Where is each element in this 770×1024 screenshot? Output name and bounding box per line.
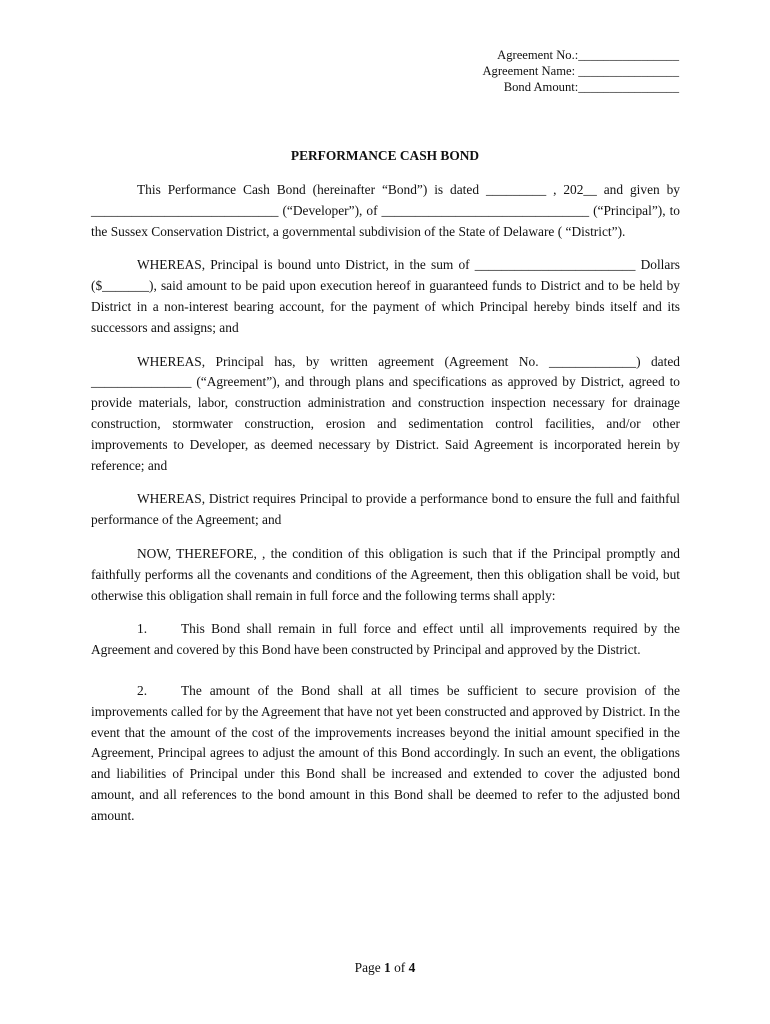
whereas-agreement-paragraph: WHEREAS, Principal has, by written agreement (Agreement No. _____________) dated _______________ (“Agreement”), and through plans and specifications as approved by District, agreed to provide materials, labor, construction administration and construction inspection necessary for drainage construction, stormwater construction, erosion and sedimentation control facilities, and/or other improvements to Developer, as deemed necessary by District. Said Agreement is incorporated herein by reference; and <box>91 353 680 473</box>
whereas-bound-paragraph: WHEREAS, Principal is bound unto District, in the sum of ________________________ Dollars ($_______), said amount to be paid upon execution hereof in guaranteed funds to District and to be held by District in a non-interest bearing account, for the payment of which Principal hereby binds itself and its successors and assigns; and <box>91 257 680 335</box>
page-total: 4 <box>408 960 416 975</box>
agreement-number-line: Agreement No.:________________ <box>497 48 679 62</box>
intro-paragraph: This Performance Cash Bond (hereinafter “Bond”) is dated _________ , 202__ and given by ____________________________ (“Developer”), of _______________________________ (“Principal”), to the Sussex Conservation District, a governmental subdivision of the State of Delaware ( “District”). <box>91 182 680 239</box>
document-title: PERFORMANCE CASH BOND <box>290 148 480 163</box>
numbered-item-1 <box>91 619 680 661</box>
numbered-item-2 <box>91 681 680 827</box>
page-current: 1 <box>384 960 391 975</box>
page-label: Page <box>354 960 381 975</box>
document-body <box>91 180 680 840</box>
page-footer <box>0 960 770 976</box>
whereas-requirement-paragraph: WHEREAS, District requires Principal to provide a performance bond to ensure the full and faithful performance of the Agreement; and <box>91 491 680 528</box>
bond-amount-line: Bond Amount:________________ <box>503 80 679 94</box>
item-number: 1. <box>137 621 148 637</box>
of-label: of <box>394 960 406 975</box>
item-number: 2. <box>137 682 148 698</box>
now-therefore-paragraph: NOW, THEREFORE, , the condition of this obligation is such that if the Principal promptly and faithfully performs all the covenants and conditions of the Agreement, then this obligation shall be void, but otherwise this obligation shall remain in full force and the following terms shall apply: <box>91 545 680 603</box>
agreement-name-line: Agreement Name: ________________ <box>482 64 679 78</box>
agreement-header <box>482 47 679 95</box>
item-text: The amount of the Bond shall at all times be sufficient to secure provision of the improvements called for by the Agreement that have not yet been constructed and approved by District. In the event that the amount of the cost of the improvements increases beyond the initial amount specified in the Agreement, Principal agrees to adjust the amount of this Bond accordingly. In such an event, the obligations and liabilities of Principal under this Bond shall be increased and extended to cover the adjusted bond amount, and all references to the bond amount in this Bond shall be deemed to refer to the adjusted bond amount. <box>91 682 680 823</box>
item-text: This Bond shall remain in full force and effect until all improvements required by the Agreement and covered by this Bond have been constructed by Principal and approved by the District. <box>91 621 680 658</box>
